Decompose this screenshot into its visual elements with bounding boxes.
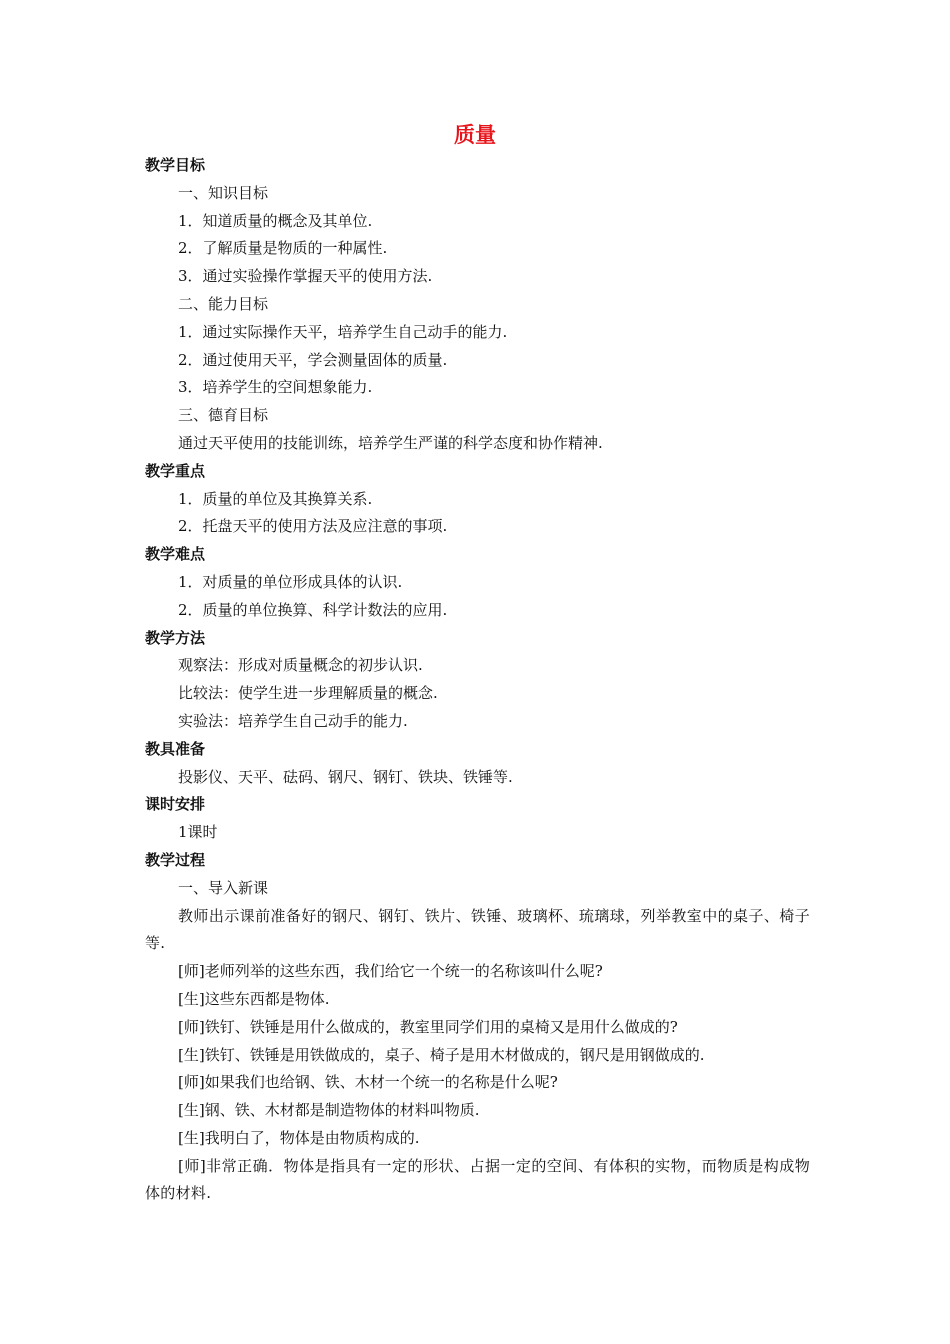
list-item: 2．通过使用天平，学会测量固体的质量. xyxy=(178,350,448,369)
schedule-text: 1课时 xyxy=(178,823,218,842)
list-item: 1．对质量的单位形成具体的认识. xyxy=(178,572,403,591)
list-item: 1．知道质量的概念及其单位. xyxy=(178,211,373,230)
document-body xyxy=(145,152,810,1208)
intro-paragraph: 教师出示课前准备好的钢尺、钢钉、铁片、铁锤、玻璃杯、琉璃球，列举教室中的桌子、椅子等. xyxy=(145,906,810,953)
list-item: 1．通过实际操作天平，培养学生自己动手的能力. xyxy=(178,322,508,341)
tools-text: 投影仪、天平、砝码、钢尺、钢钉、铁块、铁锤等. xyxy=(178,767,513,786)
section-heading-schedule: 课时安排 xyxy=(145,795,206,814)
list-item: 3．培养学生的空间想象能力. xyxy=(178,378,373,397)
dialogue-line: [师]铁钉、铁锤是用什么做成的，教室里同学们用的桌椅又是用什么做成的? xyxy=(178,1017,678,1036)
section-heading-methods: 教学方法 xyxy=(145,628,206,647)
document-title: 质量 xyxy=(454,123,496,147)
moral-text: 通过天平使用的技能训练，培养学生严谨的科学态度和协作精神. xyxy=(178,433,603,452)
list-item: 2．了解质量是物质的一种属性. xyxy=(178,239,388,258)
dialogue-line: [生]我明白了，物体是由物质构成的. xyxy=(178,1128,420,1147)
section-heading-tools: 教具准备 xyxy=(145,739,206,758)
dialogue-line: [生]铁钉、铁锤是用铁做成的，桌子、椅子是用木材做成的，钢尺是用钢做成的. xyxy=(178,1045,705,1064)
subheading-knowledge: 一、知识目标 xyxy=(178,183,269,202)
subheading-ability: 二、能力目标 xyxy=(178,294,269,313)
dialogue-line: [师]老师列举的这些东西，我们给它一个统一的名称该叫什么呢? xyxy=(178,962,603,981)
section-heading-goals: 教学目标 xyxy=(145,156,206,174)
list-item: 3．通过实验操作掌握天平的使用方法. xyxy=(178,267,433,286)
dialogue-line: [生]这些东西都是物体. xyxy=(178,989,330,1008)
list-item: 观察法：形成对质量概念的初步认识. xyxy=(178,656,423,675)
list-item: 1．质量的单位及其换算关系. xyxy=(178,489,373,508)
list-item: 比较法：使学生进一步理解质量的概念. xyxy=(178,684,438,703)
closing-paragraph: [师]非常正确．物体是指具有一定的形状、占据一定的空间、有体积的实物，而物质是构成物体的材料. xyxy=(145,1156,810,1203)
dialogue-line: [生]钢、铁、木材都是制造物体的材料叫物质. xyxy=(178,1101,480,1120)
subheading-moral: 三、德育目标 xyxy=(178,406,269,425)
section-heading-difficulties: 教学难点 xyxy=(145,545,206,564)
section-heading-key-points: 教学重点 xyxy=(145,461,206,480)
list-item: 实验法：培养学生自己动手的能力. xyxy=(178,711,408,730)
section-heading-process: 教学过程 xyxy=(145,850,206,869)
list-item: 2．托盘天平的使用方法及应注意的事项. xyxy=(178,517,448,536)
dialogue-line: [师]如果我们也给钢、铁、木材一个统一的名称是什么呢? xyxy=(178,1073,558,1092)
subheading-intro: 一、导入新课 xyxy=(178,878,269,897)
list-item: 2．质量的单位换算、科学计数法的应用. xyxy=(178,600,448,619)
